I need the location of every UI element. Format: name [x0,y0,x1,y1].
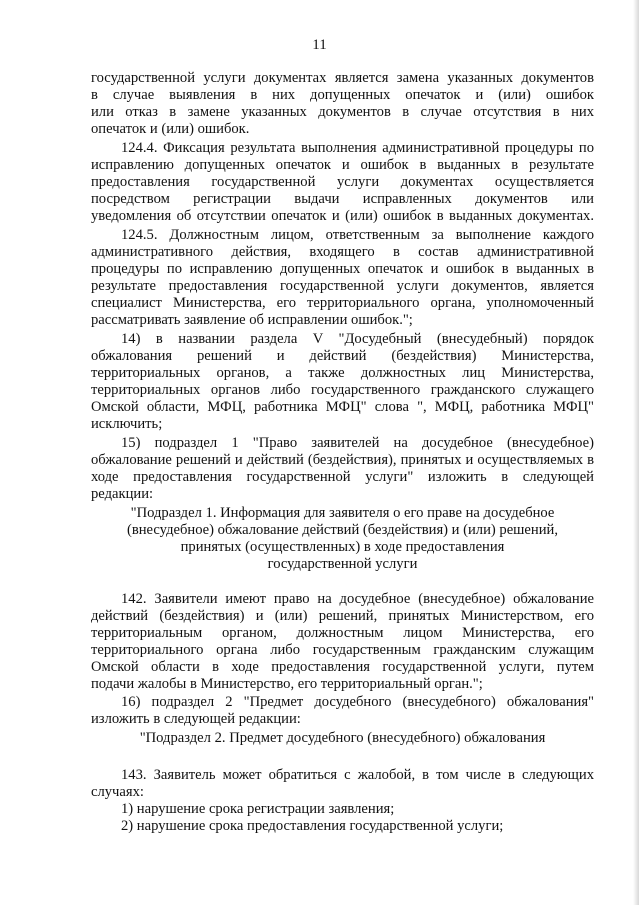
text-line: результате предоставления государственной услуги документов, является [91,278,594,294]
text-line: 15) подраздел 1 "Право заявителей на досудебное (внесудебное) [121,435,594,451]
text-line: ходе предоставления государственной услуги" изложить в следующей [91,469,594,485]
text-line: территориальных органов, а также должностных лиц Министерства, [91,365,594,381]
section-heading-line: государственной услуги [267,556,418,572]
text-line: 142. Заявители имеют право на досудебное (внесудебное) обжалование [121,591,594,607]
text-line: Омской области в ходе предоставления государственной услуги, путем [91,659,594,675]
text-line: территориальным органом, должностным лицом Министерства, его [91,625,594,641]
text-line: Омской области, МФЦ, работника МФЦ" слова ", МФЦ, работника МФЦ" [91,399,594,415]
text-line: предоставления государственной услуги документах осуществляется [91,174,594,190]
text-line: изложить в следующей редакции: [91,711,301,727]
list-item: 1) нарушение срока регистрации заявления; [121,801,395,817]
text-line: территориального органа либо государственным гражданским служащим [91,642,594,658]
text-line: опечаток и (или) ошибок. [91,121,250,137]
text-line: процедуры по исправлению допущенных опечаток и ошибок в выданных в [91,261,594,277]
text-line: посредством регистрации выдачи исправленных документов или [91,191,594,207]
text-line: специалист Министерства, его территориального органа, уполномоченный [91,295,594,311]
page-number: 11 [312,37,327,53]
text-line: уведомления об отсутствии опечаток и (или) ошибок в выданных документах. [91,208,594,224]
section-heading-line: "Подраздел 1. Информация для заявителя о его праве на досудебное [130,505,555,521]
text-line: административного действия, входящего в состав административной [91,244,594,260]
text-line: исправлению допущенных опечаток и ошибок в выданных в результате [91,157,594,173]
text-line: 14) в названии раздела V "Досудебный (внесудебный) порядок [121,331,594,347]
list-item: 2) нарушение срока предоставления государственной услуги; [121,818,504,834]
section-heading-line: "Подраздел 2. Предмет досудебного (внесудебного) обжалования [139,730,546,746]
section-heading-line: принятых (осуществленных) в ходе предоставления [180,539,505,555]
text-line: государственной услуги документах является замена указанных документов [91,70,594,86]
text-line: подачи жалобы в Министерство, его территориальный орган."; [91,676,483,692]
text-line: или отказ в замене указанных документов в случае отсутствия в них [91,104,594,120]
text-line: обжалования решений и действий (бездействия) Министерства, [91,348,594,364]
text-line: рассматривать заявление об исправлении ошибок."; [91,312,413,328]
text-line: 124.4. Фиксация результата выполнения административной процедуры по [121,140,594,156]
text-line: территориальных органов либо государственного гражданского служащего [91,382,594,398]
text-line: действий (бездействия) и (или) решений, принятых Министерством, его [91,608,594,624]
text-line: 16) подраздел 2 "Предмет досудебного (внесудебного) обжалования" [121,694,594,710]
text-line: в случае выявления в них допущенных опечаток и (или) ошибок [91,87,594,103]
text-line: 124.5. Должностным лицом, ответственным за выполнение каждого [121,227,594,243]
text-line: случаях: [91,784,144,800]
text-line: исключить; [91,416,163,432]
text-line: обжалование решений и действий (бездействия), принятых и осуществляемых в [91,452,594,468]
section-heading-line: (внесудебное) обжалование действий (бездействия) и (или) решений, [127,522,558,538]
text-line: 143. Заявитель может обратиться с жалобой, в том числе в следующих [121,767,594,783]
scan-edge-shadow [633,0,639,905]
text-line: редакции: [91,486,154,502]
